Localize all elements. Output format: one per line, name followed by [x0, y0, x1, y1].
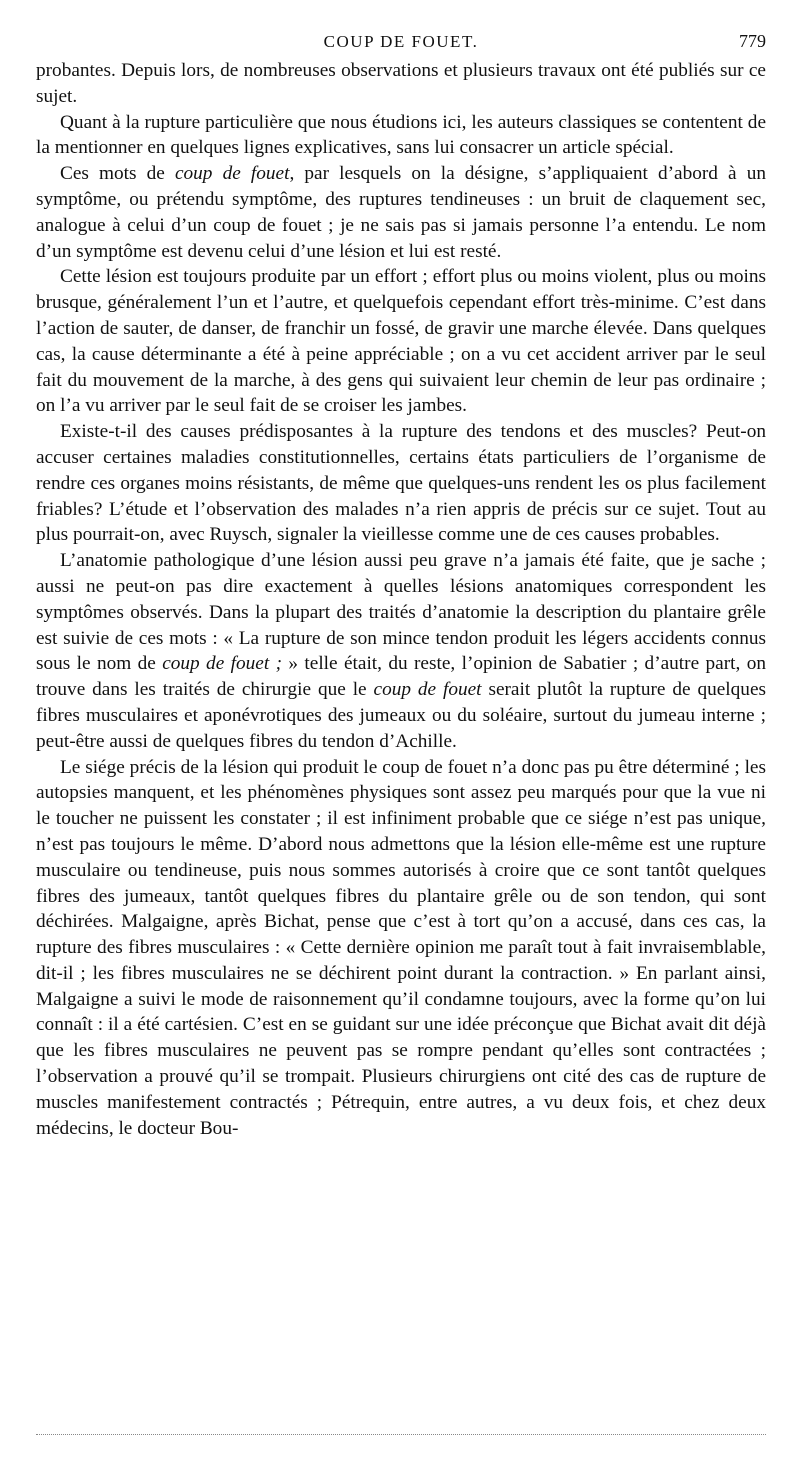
paragraph-text: serait plutôt la rupture de quelques fibres musculaires et aponévrotiques des jumeaux ou du soléaire, surtout du jumeau interne ; peut-être aussi de quelques fibres du tendon d’Achille.	[36, 679, 767, 752]
body-paragraph	[36, 110, 766, 162]
italic-term: coup de fouet	[174, 163, 290, 185]
body-paragraph	[36, 548, 766, 754]
paragraph-text: Le siége précis de la lésion qui produit le coup de fouet n’a donc pas pu être déterminé ; les autopsies manquent, et les phénomènes physiques sont assez peu marqués pour que la vue ni le toucher ne puissent les constater ; il est infiniment probable que ce siége n’est pas unique, n’est pas toujours le même. D’abord nous admettons que la lésion elle-même est une rupture musculaire ou tendineuse, puis nous sommes autorisés à croire que ce sont tantôt quelques fibres des jumeaux, tantôt quelques fibres du plantaire grêle ou de son tendon, qui sont déchirées. Malgaigne, après Bichat, pense que c’est à tort qu’on a accusé, dans ces cas, la rupture des fibres musculaires : « Cette dernière opinion me paraît tout à fait invraisemblable, dit-il ; les fibres musculaires ne se déchirent point durant la contraction. » En parlant ainsi, Malgaigne a suivi le mode de raisonnement qu’il condamne toujours, avec la forme qu’on lui connaît : il a été cartésien. C’est en se guidant sur une idée préconçue que Bichat avait dit déjà que les fibres musculaires ne peuvent pas se rompre pendant qu’elles sont contractées ; l’observation a prouvé qu’il se trompait. Plusieurs chirurgiens ont cité des cas de rupture de muscles manifestement contractés ; Pétrequin, entre autres, a vu deux fois, et chez deux médecins, le docteur Bou-	[36, 756, 766, 1139]
body-paragraph	[36, 161, 766, 264]
body-paragraph	[36, 755, 766, 1142]
paragraph-text: Quant à la rupture particulière que nous étudions ici, les auteurs classiques se contentent de la mentionner en quelques lignes explicatives, sans lui consacrer un article spécial.	[36, 111, 766, 159]
page-number: 779	[739, 31, 766, 51]
paragraph-text: , par lesquels on la désigne, s’appliquaient d’abord à un symptôme, ou prétendu symptôme, des ruptures tendineuses : un bruit de claquement sec, analogue à celui d’un coup de fouet ; je ne sais pas si jamais personne l’a entendu. Le nom d’un symptôme est devenu celui d’une lésion et lui est resté.	[36, 163, 766, 262]
body-paragraph	[36, 264, 766, 419]
body-paragraph	[36, 419, 766, 548]
running-head	[36, 28, 766, 58]
italic-term: coup de fouet ;	[162, 653, 282, 675]
body-text	[36, 58, 766, 1141]
footer-rule	[36, 1434, 766, 1435]
paragraph-text: probantes. Depuis lors, de nombreuses observations et plusieurs travaux ont été publiés sur ce sujet.	[36, 60, 766, 107]
running-title: COUP DE FOUET.	[323, 32, 479, 51]
body-paragraph	[36, 58, 766, 110]
book-page	[36, 28, 766, 1141]
italic-term: coup de fouet	[373, 679, 482, 701]
paragraph-text: Ces mots de	[60, 163, 175, 185]
paragraph-text: » telle était, du reste, l’opinion de Sabatier ; d’autre part, on trouve dans les traités de chirurgie que le	[36, 653, 766, 701]
paragraph-text: L’anatomie pathologique d’une lésion aussi peu grave n’a jamais été faite, que je sache ; aussi ne peut-on pas dire exactement à quelles lésions anatomiques correspondent les symptômes observés. Dans la plupart des traités d’anatomie la description du plantaire grêle est suivie de ces mots : « La rupture de son mince tendon produit les légers accidents connus sous le nom de	[36, 550, 766, 675]
paragraph-text: Existe-t-il des causes prédisposantes à la rupture des tendons et des muscles? Peut-on accuser certaines maladies constitutionnelles, certains états particuliers de l’organisme de rendre ces organes moins résistants, de même que quelques-uns rendent les os plus facilement friables? L’étude et l’observation des malades n’a rien appris de précis sur ce sujet. Tout au plus pourrait-on, avec Ruysch, signaler la vieillesse comme une de ces causes probables.	[36, 421, 766, 546]
paragraph-text: Cette lésion est toujours produite par un effort ; effort plus ou moins violent, plus ou moins brusque, généralement l’un et l’autre, et quelquefois cependant effort très-minime. C’est dans l’action de sauter, de danser, de franchir un fossé, de gravir une marche élevée. Dans quelques cas, la cause déterminante a été à peine appréciable ; on a vu cet accident arriver par le seul fait du mouvement de la marche, à des gens qui suivaient leur chemin de leur pas ordinaire ; on l’a vu arriver par le seul fait de se croiser les jambes.	[36, 266, 766, 417]
